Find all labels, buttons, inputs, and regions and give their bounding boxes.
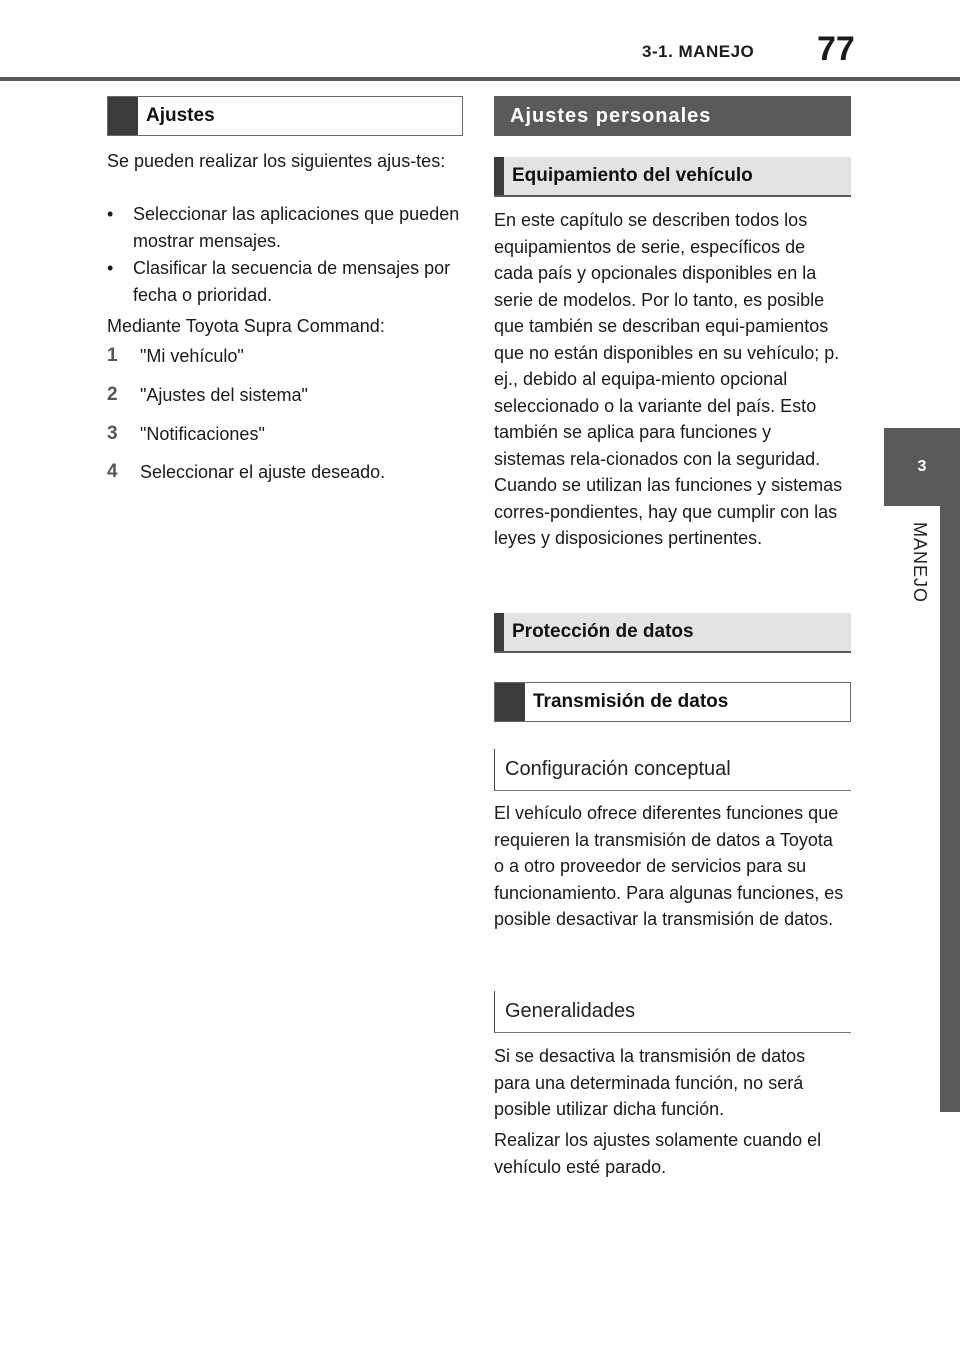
chapter-tab-number: 3 [884, 428, 960, 506]
heading-proteccion-datos [494, 613, 851, 653]
general-paragraph-2: Realizar los ajustes solamente cuando el vehículo esté parado. [494, 1130, 822, 1177]
heading-transmision-datos [494, 682, 851, 722]
page-number: 77 [817, 30, 855, 68]
heading-equipamiento [494, 157, 851, 197]
command-intro: Mediante Toyota Supra Command: [107, 316, 385, 336]
step-text: Seleccionar el ajuste deseado. [140, 462, 386, 482]
heading-text: Ajustes [146, 105, 215, 126]
heading-text: Transmisión de datos [533, 691, 729, 712]
step-text: "Ajustes del sistema" [140, 385, 308, 405]
heading-configuracion-conceptual: Configuración conceptual [494, 749, 851, 791]
heading-marker [108, 97, 138, 135]
bullet-text: Seleccionar las aplicaciones que pueden mostrar mensajes. [133, 204, 460, 251]
chapter-tab-bar [940, 506, 960, 1112]
bullet-dot: • [107, 258, 114, 278]
heading-ajustes [107, 96, 463, 136]
heading-marker [495, 683, 525, 721]
step-text: "Mi vehículo" [140, 346, 244, 366]
intro-paragraph: Se pueden realizar los siguientes ajus-tes: [107, 151, 446, 171]
heading-marker [494, 613, 504, 651]
step-number: 3 [107, 423, 118, 444]
heading-text: Protección de datos [512, 621, 694, 642]
concept-paragraph: El vehículo ofrece diferentes funciones que requieren la transmisión de datos a Toyota o a otro proveedor de servicios para su funcionamiento. Para algunas funciones, es posible desactivar la transmisión de datos. [494, 803, 844, 929]
heading-marker [494, 157, 504, 195]
bullet-text: Clasificar la secuencia de mensajes por fecha o prioridad. [133, 258, 451, 305]
step-text: "Notificaciones" [140, 424, 265, 444]
bullet-item [107, 255, 463, 308]
step-number: 4 [107, 461, 118, 482]
general-paragraph-1: Si se desactiva la transmisión de datos para una determinada función, no será posible utilizar dicha función. [494, 1046, 806, 1119]
header-divider [0, 77, 960, 81]
section-title: 3-1. MANEJO [642, 42, 755, 61]
equipment-paragraph: En este capítulo se describen todos los equipamientos de serie, específicos de cada país y opcionales disponibles en la serie de modelos. Por lo tanto, es posible que también se describan equi-pamientos que no están disponibles en su vehículo; p. ej., debido al equipa-miento opcional seleccionado o la variante del país. Esto también se aplica para funciones y sistemas rela-cionados con la seguridad. Cuando se utilizan las funciones y sistemas corres-pondientes, hay que cumplir con las leyes y disposiciones pertinentes. [494, 210, 843, 548]
heading-text: Equipamiento del vehículo [512, 165, 753, 186]
bullet-item [107, 201, 463, 254]
heading-ajustes-personales: Ajustes personales [494, 96, 851, 136]
chapter-tab-label: MANEJO [910, 522, 930, 604]
step-number: 2 [107, 384, 118, 405]
bullet-dot: • [107, 204, 114, 224]
step-number: 1 [107, 345, 118, 366]
heading-generalidades: Generalidades [494, 991, 851, 1033]
